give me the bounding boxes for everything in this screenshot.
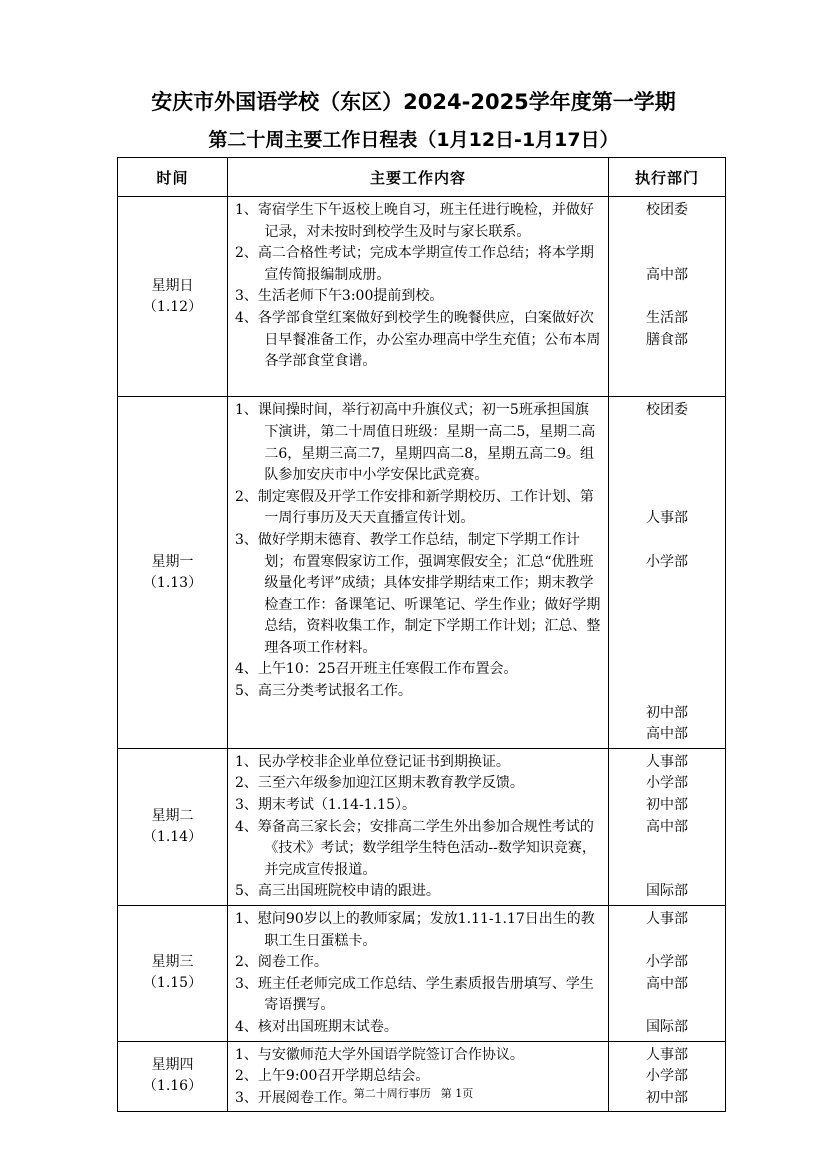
department-label: [609, 530, 725, 552]
work-item: 1、寄宿学生下午返校上晚自习，班主任进行晚检，并做好记录，对未按时到校学生及时与家长联系。: [235, 202, 594, 240]
department-label: [609, 487, 725, 509]
department-label: [609, 573, 725, 595]
page-footer: [0, 1085, 827, 1101]
work-item: 1、民办学校非企业单位登记证书到期换证。: [235, 753, 510, 770]
column-header-department: 执行部门: [609, 158, 726, 197]
schedule-row: [118, 906, 726, 1042]
day-cell: [118, 397, 228, 749]
weekday-label: 星期二: [151, 807, 194, 824]
work-item: 4、筹备高三家长会；安排高二学生外出参加合规性考试的《技术》考试；数学组学生特色活动--数学知识竞赛，并完成宣传报道。: [235, 818, 596, 878]
department-label: 膳食部: [646, 331, 688, 348]
department-label: 生活部: [646, 309, 688, 326]
work-content-cell: [228, 906, 609, 1042]
department-label: 人事部: [646, 753, 688, 770]
work-item: 4、核对出国班期末试卷。: [235, 1018, 398, 1035]
department-label: 高中部: [646, 975, 688, 992]
department-label: [609, 373, 725, 395]
department-label: [609, 638, 725, 660]
department-cell: [609, 1041, 726, 1112]
work-item: 5、高三分类考试报名工作。: [235, 683, 412, 700]
department-label: 小学部: [646, 775, 688, 792]
department-label: [609, 860, 725, 882]
department-label: [609, 995, 725, 1017]
department-label: [609, 286, 725, 308]
work-content-cell: [228, 197, 609, 397]
work-item: 1、与安徽师范大学外国语学院签订合作协议。: [235, 1046, 524, 1063]
schedule-table: [117, 157, 726, 1112]
department-label: 高中部: [646, 818, 688, 835]
work-item: 4、各学部食堂红案做好到校学生的晚餐供应，白案做好次日早餐准备工作，办公室办理高中学生充值；公布本周各学部食堂食谱。: [235, 309, 601, 370]
document-title: 安庆市外国语学校（东区）2024-2025学年度第一学期: [151, 90, 676, 114]
schedule-row: [118, 1041, 726, 1112]
date-label: （1.14）: [142, 828, 203, 845]
work-item: 3、期末考试（1.14-1.15）。: [235, 797, 416, 814]
department-label: [609, 444, 725, 466]
table-header-row: [118, 158, 726, 197]
work-item: 1、课间操时间，举行初高中升旗仪式；初一5班承担国旗下演讲，第二十周值日班级：星期一高二5，星期二高二6，星期三高二7，星期四高二8，星期五高二9。组队参加安庆市中小学安保比武竞赛。: [235, 402, 596, 484]
work-item: 2、制定寒假及开学工作安排和新学期校历、工作计划、第一周行事历及天天直播宣传计划。: [235, 488, 594, 527]
department-cell: [609, 397, 726, 749]
work-item: 3、生活老师下午3:00提前到校。: [235, 288, 444, 305]
work-item: 3、做好学期末德育、教学工作总结，制定下学期工作计划；布置寒假家访工作，强调寒假安全；汇总“优胜班级量化考评”成绩；具体安排学期结束工作；期末教学检查工作：备课笔记、听课笔记、学生作业；做好学期总结，资料收集工作，制定下学期工作计划；汇总、整理各项工作材料。: [235, 531, 601, 656]
document-subtitle: 第二十周主要工作日程表（1月12日-1月17日）: [208, 129, 619, 151]
day-cell: [118, 1041, 228, 1112]
column-header-time: 时间: [118, 158, 228, 197]
schedule-row: [118, 397, 726, 749]
department-label: 人事部: [646, 1046, 688, 1063]
department-label: 初中部: [646, 1089, 688, 1106]
department-label: [609, 838, 725, 860]
department-label: [609, 659, 725, 681]
department-label: 小学部: [646, 954, 688, 971]
department-label: 国际部: [646, 1018, 688, 1035]
footer-page-number: 第 1页: [440, 1087, 474, 1100]
work-content-cell: [228, 1041, 609, 1112]
department-label: 高中部: [646, 266, 688, 283]
work-item: 1、慰问90岁以上的教师家属；发放1.11-1.17日出生的教职工生日蛋糕卡。: [235, 911, 595, 949]
department-label: 校团委: [646, 202, 688, 218]
weekday-label: 星期四: [151, 1057, 194, 1074]
column-header-content: 主要工作内容: [228, 158, 609, 197]
date-label: （1.12）: [142, 298, 203, 315]
department-cell: [609, 906, 726, 1042]
work-content-cell: [228, 748, 609, 905]
department-label: [609, 222, 725, 244]
work-item: 2、高二合格性考试；完成本学期宣传工作总结；将本学期宣传简报编制成册。: [235, 245, 594, 283]
work-item: 5、高三出国班院校申请的跟进。: [235, 883, 440, 900]
department-cell: [609, 748, 726, 905]
department-label: [609, 465, 725, 487]
work-item: 3、开展阅卷工作。: [235, 1089, 356, 1106]
work-item: 3、班主任老师完成工作总结、学生素质报告册填写、学生寄语撰写。: [235, 975, 594, 1014]
work-content-cell: [228, 397, 609, 749]
department-label: 校团委: [646, 402, 688, 419]
date-label: （1.16）: [142, 1078, 203, 1095]
day-cell: [118, 748, 228, 905]
department-label: [609, 931, 725, 953]
department-cell: [609, 197, 726, 397]
department-label: 初中部: [646, 704, 688, 721]
weekday-label: 星期三: [151, 954, 194, 971]
department-label: [609, 681, 725, 703]
day-cell: [118, 197, 228, 397]
department-label: 国际部: [646, 883, 688, 900]
date-label: （1.15）: [142, 975, 203, 992]
schedule-row: [118, 197, 726, 397]
day-cell: [118, 906, 228, 1042]
work-item: 2、三至六年级参加迎江区期末教育教学反馈。: [235, 775, 524, 792]
date-label: （1.13）: [142, 574, 203, 591]
work-item: 2、上午9:00召开学期总结会。: [235, 1068, 430, 1085]
weekday-label: 星期一: [151, 553, 194, 570]
department-label: [609, 595, 725, 617]
department-label: [609, 351, 725, 373]
department-label: 人事部: [646, 911, 688, 927]
department-label: 小学部: [646, 553, 688, 570]
department-label: [609, 243, 725, 265]
schedule-row: [118, 748, 726, 905]
department-label: 人事部: [646, 510, 688, 527]
weekday-label: 星期日: [151, 277, 194, 294]
footer-label: 第二十周行事历: [353, 1087, 431, 1100]
department-label: [609, 616, 725, 638]
department-label: 初中部: [646, 797, 688, 814]
department-label: 小学部: [646, 1068, 688, 1085]
work-item: 2、阅卷工作。: [235, 954, 328, 971]
department-label: [609, 422, 725, 444]
department-label: 高中部: [646, 726, 688, 743]
work-item: 4、上午10：25召开班主任寒假工作布置会。: [235, 661, 518, 678]
